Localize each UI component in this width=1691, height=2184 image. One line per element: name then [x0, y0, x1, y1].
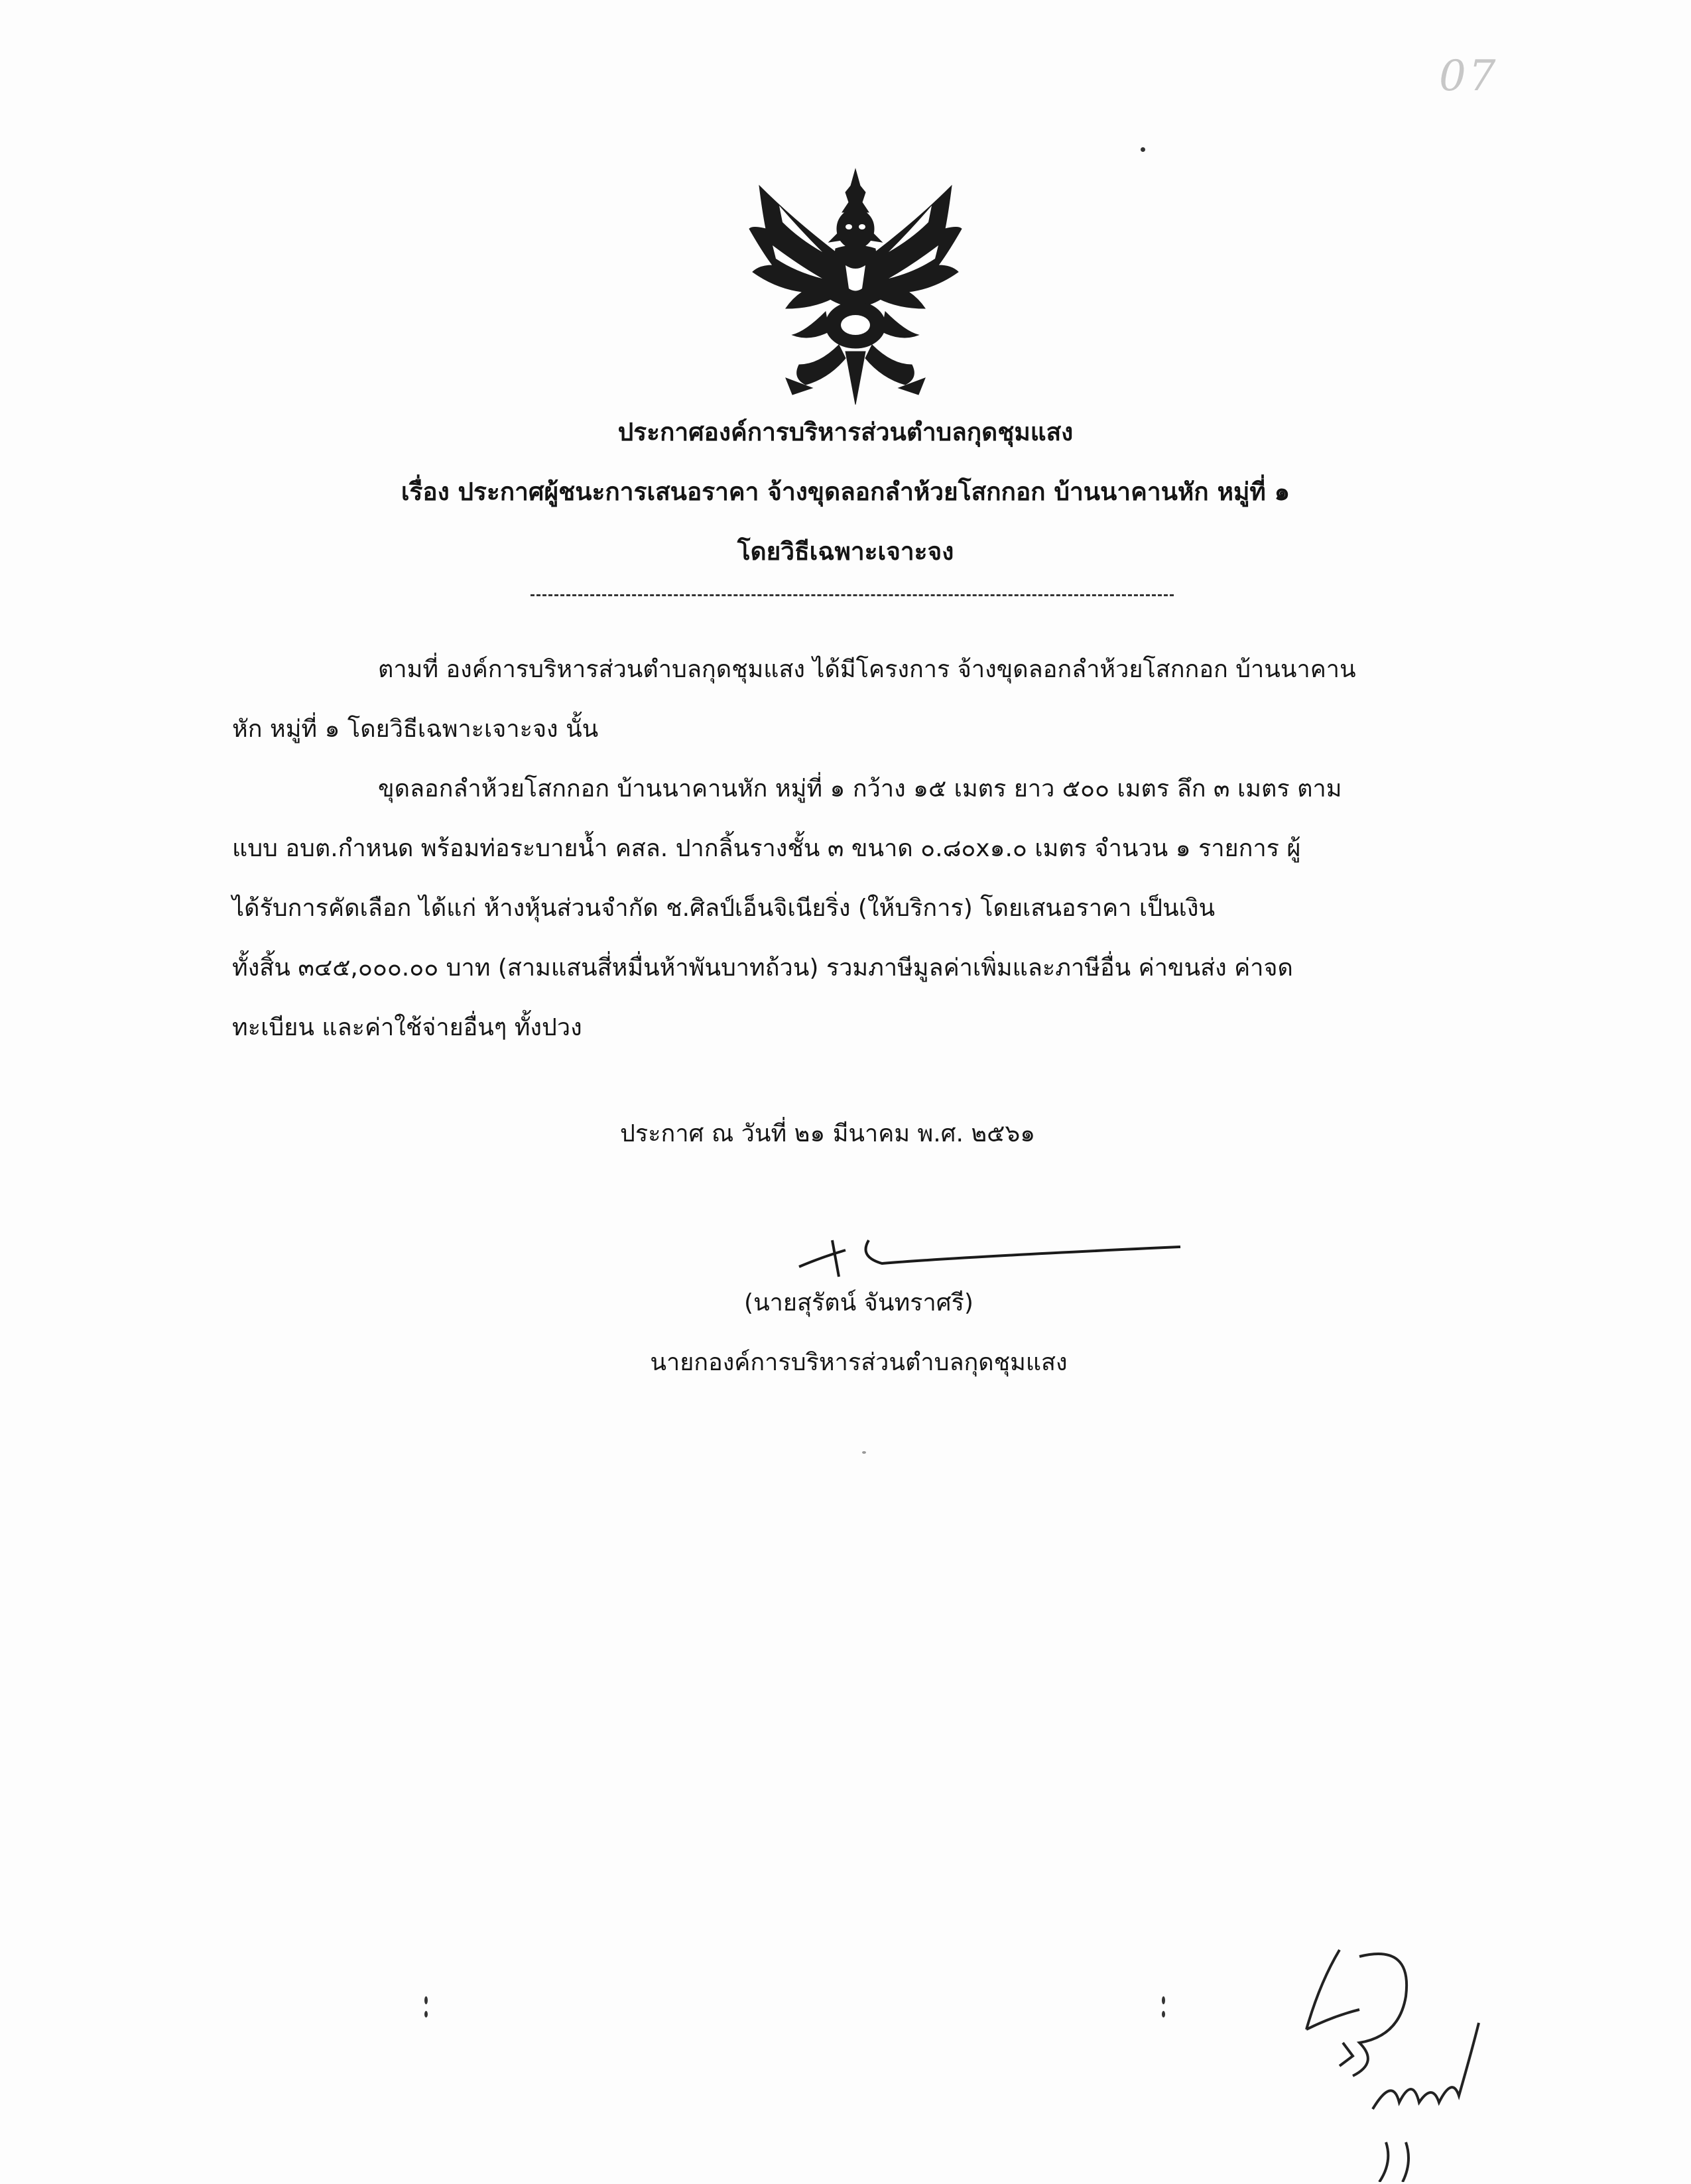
scan-speck — [862, 1451, 866, 1454]
paragraph-2-line-1: ขุดลอกลำห้วยโสกกอก บ้านนาคานหัก หมู่ที่ ๑ กว้าง ๑๕ เมตร ยาว ๕๐๐ เมตร ลึก ๓ เมตร ตาม — [378, 775, 1342, 803]
announcement-title: ประกาศองค์การบริหารส่วนตำบลกุดชุมแสง — [617, 418, 1074, 446]
scan-speck — [424, 1996, 428, 2004]
paragraph-2-line-2: แบบ อบต.กำหนด พร้อมท่อระบายน้ำ คสล. ปากลิ้นรางชั้น ๓ ขนาด ๐.๘๐x๑.๐ เมตร จำนวน ๑ รายการ ผู้ — [232, 835, 1301, 862]
header-separator — [531, 594, 1174, 596]
paragraph-1-line-2: หัก หมู่ที่ ๑ โดยวิธีเฉพาะเจาะจง นั้น — [232, 716, 599, 743]
paragraph-2-line-5: ทะเบียน และค่าใช้จ่ายอื่นๆ ทั้งปวง — [232, 1014, 582, 1041]
paragraph-2-line-4: ทั้งสิ้น ๓๔๕,๐๐๐.๐๐ บาท (สามแสนสี่หมื่นห้าพันบาทถ้วน) รวมภาษีมูลค่าเพิ่มและภาษีอื่น ค่าขนส่ง ค่าจด — [232, 954, 1293, 982]
signer-title: นายกองค์การบริหารส่วนตำบลกุดชุมแสง — [650, 1349, 1068, 1376]
scan-speck — [1162, 1996, 1165, 2004]
garuda-emblem-icon — [746, 166, 965, 411]
scan-speck — [1141, 147, 1145, 152]
announcement-date: ประกาศ ณ วันที่ ๒๑ มีนาคม พ.ศ. ๒๕๖๑ — [620, 1120, 1036, 1147]
signature-mark — [796, 1220, 1194, 1280]
scan-speck — [424, 2011, 428, 2018]
page-number-mark: 07 — [1439, 52, 1499, 101]
announcement-method: โดยวิธีเฉพาะเจาะจง — [737, 537, 954, 566]
paragraph-1-line-1: ตามที่ องค์การบริหารส่วนตำบลกุดชุมแสง ได้มีโครงการ จ้างขุดลอกลำห้วยโสกกอก บ้านนาคาน — [378, 656, 1356, 683]
signer-name: (นายสุรัตน์ จันทราศรี) — [744, 1289, 973, 1317]
paragraph-2-line-3: ได้รับการคัดเลือก ได้แก่ ห้างหุ้นส่วนจำกัด ช.ศิลป์เอ็นจิเนียริ่ง (ให้บริการ) โดยเสนอราคา เป็นเงิน — [232, 895, 1216, 922]
announcement-subject: เรื่อง ประกาศผู้ชนะการเสนอราคา จ้างขุดลอกลำห้วยโสกกอก บ้านนาคานหัก หมู่ที่ ๑ — [401, 478, 1290, 506]
scan-speck — [1162, 2011, 1165, 2018]
handwritten-initials — [1280, 1943, 1558, 2182]
